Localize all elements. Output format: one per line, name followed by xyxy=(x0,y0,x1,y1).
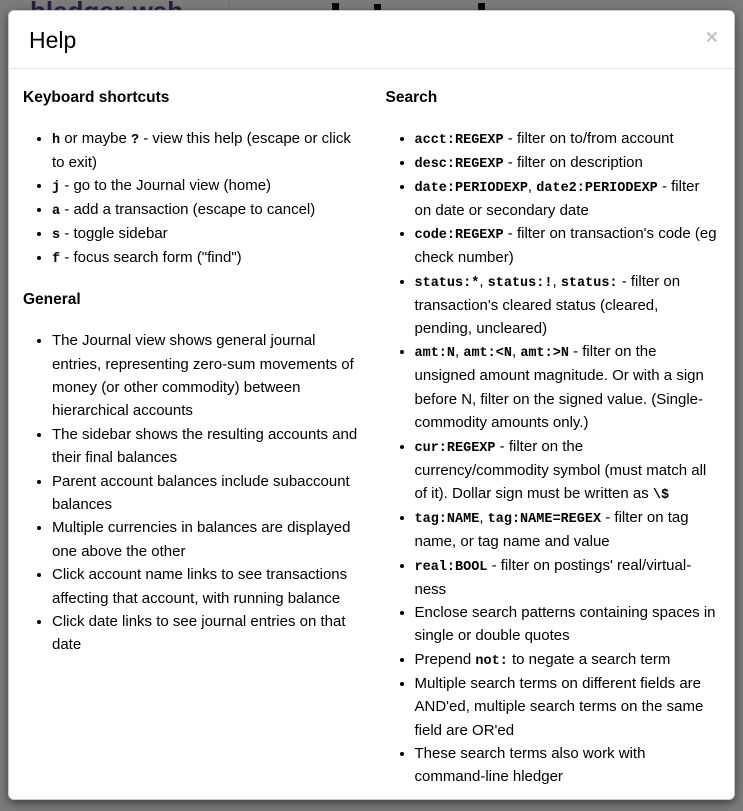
list-item xyxy=(52,423,364,470)
text-run: These search terms also work with command-line hledger xyxy=(414,744,646,786)
code-term: desc:REGEXP xyxy=(414,156,504,172)
code-term: ? xyxy=(130,132,140,148)
list-item xyxy=(52,470,364,517)
code-term: date2:PERIODEXP xyxy=(536,180,658,196)
list-item xyxy=(52,246,364,270)
general-list xyxy=(23,329,364,656)
text-run: Prepend xyxy=(414,650,476,668)
code-term: s xyxy=(52,228,61,244)
text-run: The sidebar shows the resulting accounts and their final balances xyxy=(52,425,358,467)
list-item xyxy=(415,270,721,341)
text-run: - filter on the currency/commodity symbol (must match all of it). Dollar sign must be written as xyxy=(414,437,707,503)
code-term: j xyxy=(52,180,61,196)
list-item xyxy=(415,601,721,648)
code-term: date:PERIODEXP xyxy=(414,180,528,196)
text-run: Click date links to see journal entries on that date xyxy=(52,612,346,654)
text-run: - filter on to/from account xyxy=(503,129,674,147)
code-term: status:! xyxy=(487,275,553,291)
list-item xyxy=(52,127,364,174)
text-run: , xyxy=(479,272,488,290)
list-item xyxy=(52,610,364,657)
list-item xyxy=(52,329,364,423)
code-term: acct:REGEXP xyxy=(414,132,504,148)
text-run: - filter on description xyxy=(503,153,643,171)
list-item xyxy=(52,174,364,198)
text-run: Parent account balances include subaccount balances xyxy=(52,472,350,513)
section-heading-keyboard-shortcuts: Keyboard shortcuts xyxy=(23,88,170,106)
list-item xyxy=(52,198,364,222)
code-term: \$ xyxy=(652,488,670,504)
code-term: amt:N xyxy=(414,346,456,362)
text-run: to negate a search term xyxy=(507,650,671,668)
text-run: - filter on tag name, or tag name and value xyxy=(414,509,689,551)
section-heading-search: Search xyxy=(385,88,438,106)
search-list xyxy=(386,127,721,789)
list-item xyxy=(415,151,721,175)
text-run: - go to the Journal view (home) xyxy=(60,177,272,195)
modal-body xyxy=(9,69,734,800)
code-term: status:* xyxy=(414,275,480,291)
text-run: , xyxy=(455,343,464,361)
text-run: The Journal view shows general journal entries, representing zero-sum movements of money (or other commodity) between hierarchical accounts xyxy=(52,332,354,420)
list-item xyxy=(415,672,721,742)
help-modal xyxy=(8,10,735,800)
text-run: - filter on the unsigned amount magnitude. Or with a sign before N, filter on the signed value. (Single-commodity amounts only.) xyxy=(414,343,704,432)
text-run: or maybe xyxy=(60,129,131,147)
close-icon[interactable]: × xyxy=(705,26,718,49)
keyboard-shortcuts-list xyxy=(23,127,364,271)
text-run: Enclose search patterns containing spaces in single or double quotes xyxy=(414,603,716,645)
code-term: not: xyxy=(475,653,508,669)
text-run: Click account name links to see transactions affecting that account, with running balance xyxy=(52,566,348,607)
code-term: real:BOOL xyxy=(414,559,488,575)
list-item xyxy=(415,127,721,151)
code-term: h xyxy=(52,132,61,148)
text-run: - filter on postings' real/virtual-ness xyxy=(414,556,692,598)
text-run: - filter on date or secondary date xyxy=(414,177,700,219)
code-term: cur:REGEXP xyxy=(414,440,496,456)
list-item xyxy=(415,648,721,672)
list-item xyxy=(415,340,721,434)
list-item xyxy=(415,554,721,601)
text-run: - view this help (escape or click to exit) xyxy=(52,129,351,171)
text-run: Multiple currencies in balances are displayed one above the other xyxy=(52,519,351,560)
text-run: - focus search form ("find") xyxy=(60,249,242,267)
modal-title: Help xyxy=(29,27,77,53)
code-term: tag:NAME=REGEX xyxy=(487,512,602,528)
list-item xyxy=(415,222,721,269)
list-item xyxy=(415,742,721,789)
help-column-left xyxy=(23,89,372,800)
list-item xyxy=(415,435,721,506)
list-item xyxy=(52,516,364,563)
code-term: code:REGEXP xyxy=(414,228,504,244)
code-term: amt:<N xyxy=(463,346,512,362)
text-run: Multiple search terms on different fields are AND'ed, multiple search terms on the same field are OR'ed xyxy=(414,674,704,739)
text-run: , xyxy=(527,177,537,195)
text-run: - add a transaction (escape to cancel) xyxy=(60,201,316,219)
text-run: - toggle sidebar xyxy=(60,225,168,243)
text-run: , xyxy=(552,272,561,290)
help-column-right xyxy=(372,89,721,800)
section-heading-general: General xyxy=(23,291,81,309)
modal-header xyxy=(9,11,734,69)
list-item xyxy=(52,563,364,610)
text-run: - filter on transaction's cleared status (cleared, pending, uncleared) xyxy=(414,272,681,337)
code-term: f xyxy=(52,252,61,268)
list-item xyxy=(415,175,721,222)
text-run: , xyxy=(479,509,488,527)
list-item xyxy=(52,222,364,246)
code-term: status: xyxy=(560,275,618,291)
code-term: a xyxy=(52,204,61,220)
code-term: tag:NAME xyxy=(414,512,480,528)
list-item xyxy=(415,506,721,553)
text-run: - filter on transaction's code (eg check number) xyxy=(414,225,717,267)
text-run: , xyxy=(511,343,521,361)
code-term: amt:>N xyxy=(520,346,569,362)
